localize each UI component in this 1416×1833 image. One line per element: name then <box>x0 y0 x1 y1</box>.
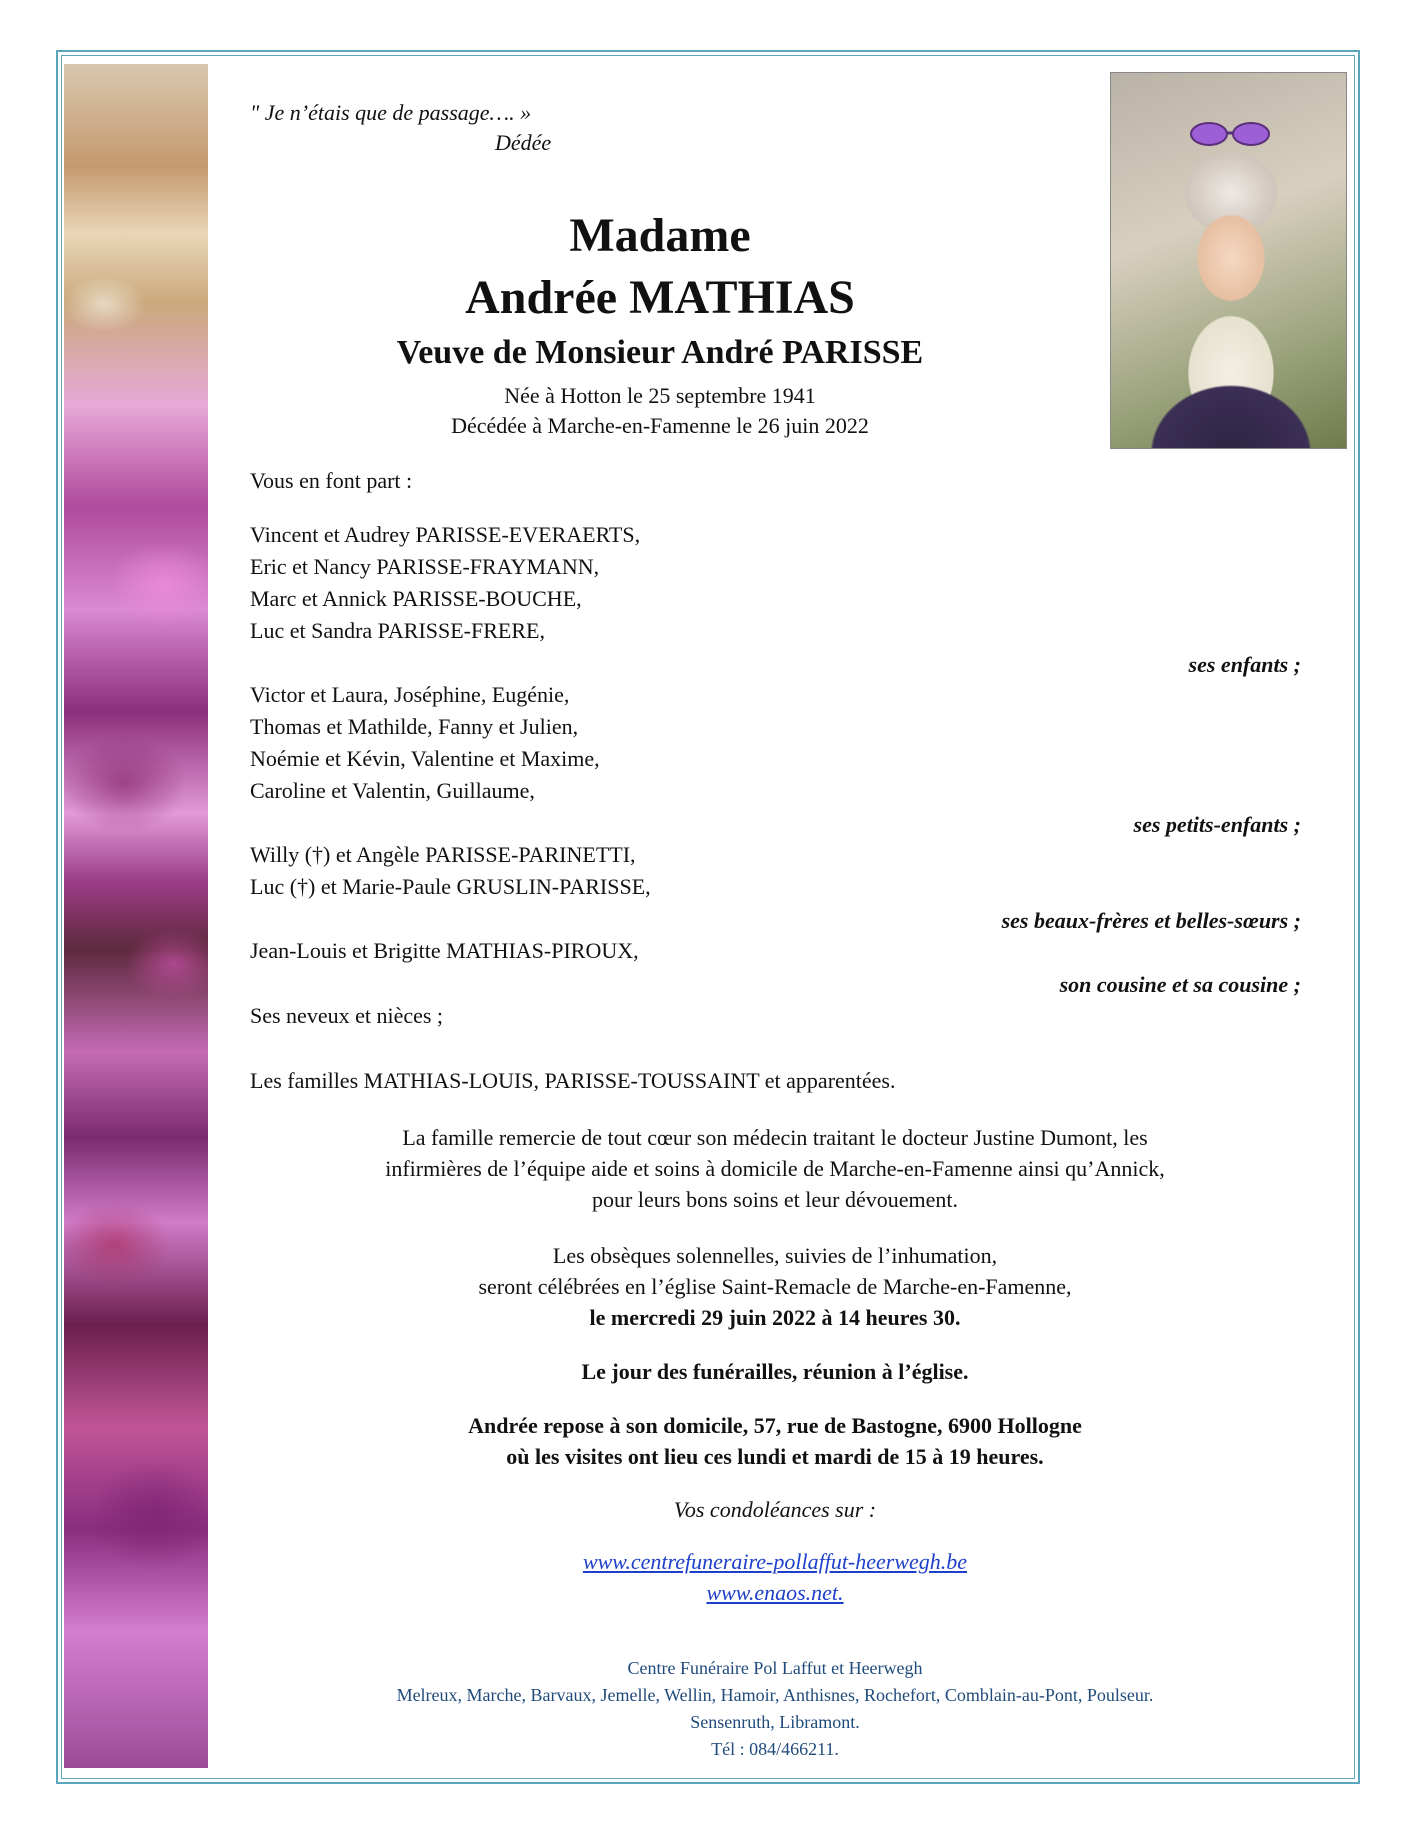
footer-locations: Melreux, Marche, Barvaux, Jemelle, Wellin, Hamoir, Anthisnes, Rochefort, Comblain-au-Pont, Poulseur. <box>396 1685 1154 1705</box>
thanks-line: La famille remercie de tout cœur son médecin traitant le docteur Justine Dumont, les <box>402 1125 1148 1150</box>
footer-phone: Tél : 084/466211. <box>711 1739 839 1759</box>
deceased-title: Madame <box>569 209 751 262</box>
footer-company: Centre Funéraire Pol Laffut et Heerwegh <box>627 1658 923 1678</box>
family-line: Victor et Laura, Joséphine, Eugénie, <box>250 682 570 707</box>
family-line: Luc (†) et Marie-Paule GRUSLIN-PARISSE, <box>250 874 651 899</box>
thanks-line: infirmières de l’équipe aide et soins à domicile de Marche-en-Famenne ainsi qu’Annick, <box>385 1156 1165 1181</box>
ceremony-line: Les obsèques solennelles, suivies de l’inhumation, <box>552 1243 998 1268</box>
family-line: Marc et Annick PARISSE-BOUCHE, <box>250 586 582 611</box>
relation-label-in-laws: ses beaux-frères et belles-sœurs ; <box>1001 908 1301 933</box>
condolences-label: Vos condoléances sur : <box>673 1497 877 1522</box>
sunglasses-icon <box>1189 121 1271 147</box>
relation-label-grandchildren: ses petits-enfants ; <box>1133 812 1301 837</box>
ceremony-date: le mercredi 29 juin 2022 à 14 heures 30. <box>589 1305 961 1330</box>
meeting-line: Le jour des funérailles, réunion à l’église. <box>581 1359 969 1384</box>
death-line: Décédée à Marche-en-Famenne le 26 juin 2022 <box>451 413 869 438</box>
epigraph-quote: " Je n’étais que de passage…. » <box>250 100 532 125</box>
family-line: Willy (†) et Angèle PARISSE-PARINETTI, <box>250 842 636 867</box>
intro-line: Vous en font part : <box>250 468 413 493</box>
visits-line: où les visites ont lieu ces lundi et mardi de 15 à 19 heures. <box>506 1444 1044 1469</box>
deceased-name: Andrée MATHIAS <box>465 271 855 324</box>
birth-line: Née à Hotton le 25 septembre 1941 <box>504 383 816 408</box>
nephews-line: Ses neveux et nièces ; <box>250 1003 444 1028</box>
family-line: Caroline et Valentin, Guillaume, <box>250 778 535 803</box>
family-line: Thomas et Mathilde, Fanny et Julien, <box>250 714 579 739</box>
relation-label-children: ses enfants ; <box>1188 652 1301 677</box>
family-line: Luc et Sandra PARISSE-FRERE, <box>250 618 545 643</box>
condolences-link-enaos[interactable]: www.enaos.net. <box>706 1580 844 1605</box>
thanks-line: pour leurs bons soins et leur dévouement. <box>592 1187 958 1212</box>
family-line: Jean-Louis et Brigitte MATHIAS-PIROUX, <box>250 938 639 963</box>
floral-side-image <box>64 64 208 1768</box>
rest-line: Andrée repose à son domicile, 57, rue de Bastogne, 6900 Hollogne <box>468 1413 1082 1438</box>
family-line: Noémie et Kévin, Valentine et Maxime, <box>250 746 600 771</box>
family-line: Vincent et Audrey PARISSE-EVERAERTS, <box>250 522 641 547</box>
condolences-link-funeral-center[interactable]: www.centrefuneraire-pollaffut-heerwegh.be <box>582 1549 968 1574</box>
families-line: Les familles MATHIAS-LOUIS, PARISSE-TOUSSAINT et apparentées. <box>250 1068 896 1093</box>
relation-label-cousins: son cousine et sa cousine ; <box>1059 972 1301 997</box>
footer-locations: Sensenruth, Libramont. <box>690 1712 860 1732</box>
portrait-photo <box>1110 72 1347 449</box>
ceremony-line: seront célébrées en l’église Saint-Remacle de Marche-en-Famenne, <box>478 1274 1072 1299</box>
spouse-line: Veuve de Monsieur André PARISSE <box>396 334 924 371</box>
family-line: Eric et Nancy PARISSE-FRAYMANN, <box>250 554 600 579</box>
epigraph-author: Dédée <box>495 130 552 155</box>
